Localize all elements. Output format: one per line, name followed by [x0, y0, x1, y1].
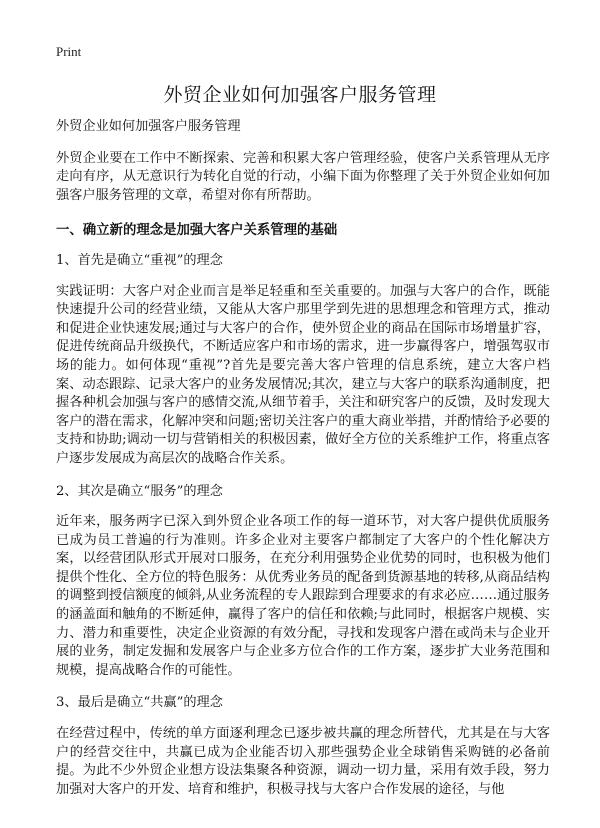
- item-2-body: 近年来，服务两字已深入到外贸企业各项工作的每一道环节，对大客户提供优质服务已成为员工普遍的行为准则。许多企业对主要客户都制定了大客户的个性化解决方案，以经营团队形式开展对口服务，在充分利用强势企业优势的同时，也积极为他们提供个性化、全方位的特色服务：从优秀业务员的配备到货源基地的转移,从商品结构的调整到授信额度的倾斜,从业务流程的专人跟踪到合理要求的有求必应……通过服务的涵盖面和触角的不断延伸，赢得了客户的信任和依赖;与此同时，根据客户规模、实力、潜力和重要性，决定企业资源的有效分配，寻找和发现客户潜在或尚未与企业开展的业务，制定发掘和发展客户与企业多方位合作的工作方案，逐步扩大业务范围和规模，提高战略合作的可能性。: [56, 514, 550, 678]
- document-subtitle: 外贸企业如何加强客户服务管理: [56, 119, 241, 134]
- item-2-title: 2、其次是确立“服务”的理念: [56, 483, 223, 499]
- intro-paragraph: 外贸企业要在工作中不断探索、完善和积累大客户管理经验，使客户关系管理从无序走向有序，从无意识行为转化自觉的行动，小编下面为你整理了关于外贸企业如何加强客户服务管理的文章，希望对你有所帮助。: [56, 150, 550, 203]
- document-content: [56, 118, 550, 799]
- item-1-title: 1、首先是确立“重视”的理念: [56, 252, 223, 268]
- print-link[interactable]: Print: [56, 44, 82, 59]
- document-title: 外贸企业如何加强客户服务管理: [163, 84, 437, 106]
- item-1-body: 实践证明：大客户对企业而言是举足轻重和至关重要的。加强与大客户的合作，既能快速提升公司的经营业绩，又能从大客户那里学到先进的思想理念和管理方式，推动和促进企业快速发展;通过与大客户的合作，使外贸企业的商品在国际市场增量扩容，促进传统商品升级换代，不断适应客户和市场的需求，进一步赢得客户，增强驾驭市场的能力。如何体现“重视”?首先是要完善大客户管理的信息系统，建立大客户档案、动态跟踪、记录大客户的业务发展情况;其次，建立与大客户的联系沟通制度，把握各种机会加强与客户的感情交流,从细节着手，关注和研究客户的反馈，及时发现大客户的潜在需求，化解冲突和问题;密切关注客户的重大商业举措，并酌情给予必要的支持和协助;调动一切与营销相关的积极因素，做好全方位的关系维护工作，将重点客户逐步发展成为高层次的战略合作关系。: [56, 283, 550, 466]
- item-3-title: 3、最后是确立“共赢”的理念: [56, 695, 223, 711]
- section-heading: 一、确立新的理念是加强大客户关系管理的基础: [56, 222, 338, 239]
- item-3-body: 在经营过程中，传统的单方面逐利理念已逐步被共赢的理念所替代，尤其是在与大客户的经营交往中，共赢已成为企业能否切入那些强势企业全球销售采购链的必备前提。为此不少外贸企业想方设法集聚各种资源，调动一切力量，采用有效手段，努力加强对大客户的开发、培育和维护，积极寻找与大客户合作发展的途径，与他: [56, 726, 550, 797]
